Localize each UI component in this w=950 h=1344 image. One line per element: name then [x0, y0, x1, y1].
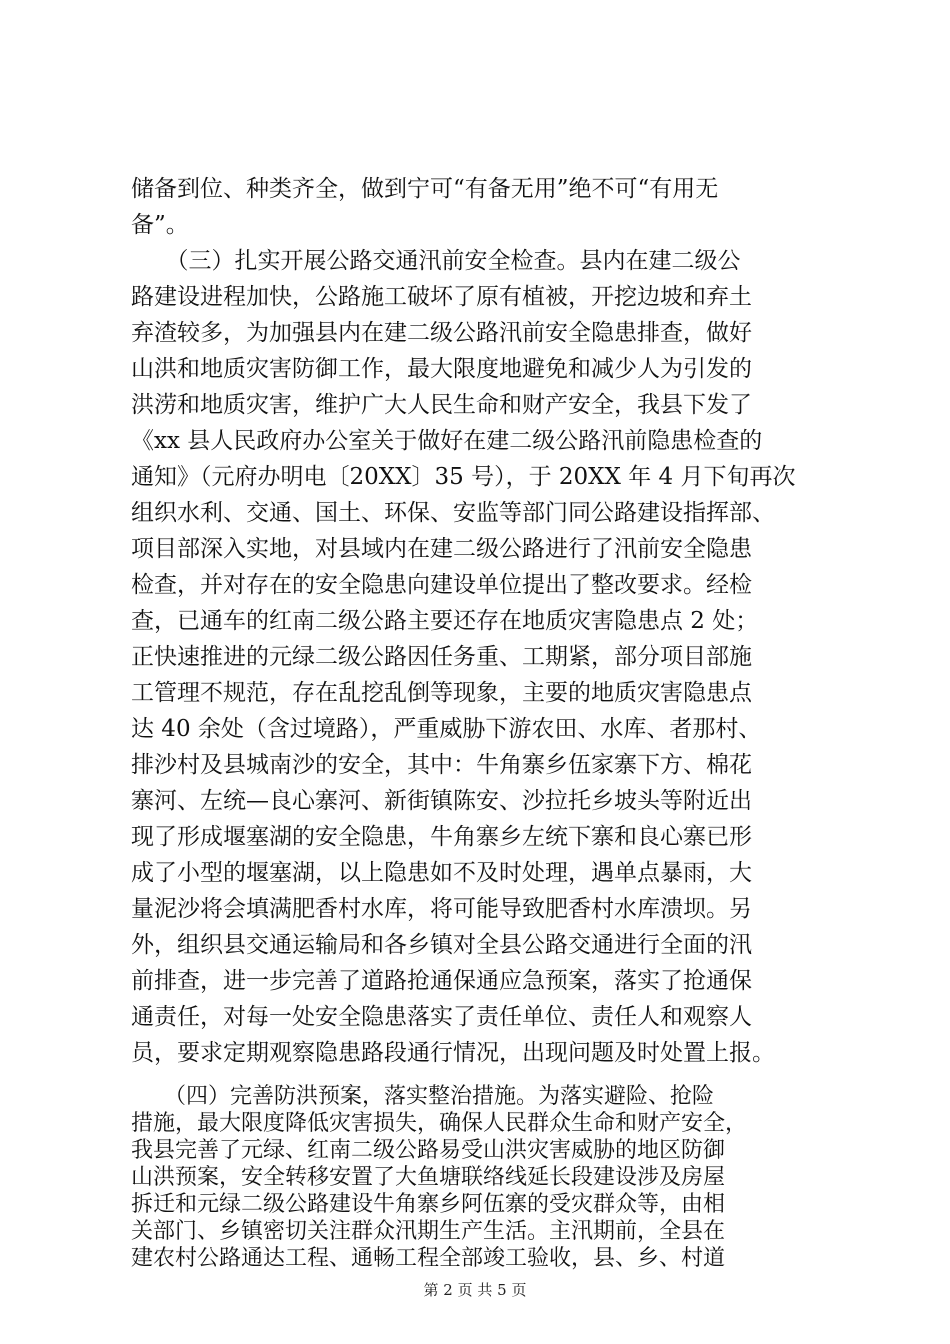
- text-line: 我县完善了元绿、红南二级公路易受山洪灾害威胁的地区防御: [131, 1138, 726, 1163]
- text-line: 寨河、左统—良心寨河、新街镇陈安、沙拉托乡坡头等附近出: [131, 788, 752, 814]
- text-line: 拆迁和元绿二级公路建设牛角寨乡阿伍寨的受灾群众等，由相: [131, 1192, 726, 1217]
- text-line: 项目部深入实地，对县域内在建二级公路进行了汛前安全隐患: [131, 536, 752, 562]
- text-line: 工管理不规范，存在乱挖乱倒等现象，主要的地质灾害隐患点: [131, 680, 752, 706]
- text-line: 外，组织县交通运输局和各乡镇对全县公路交通进行全面的汛: [131, 932, 752, 958]
- text-line: （四）完善防洪预案，落实整治措施。为落实避险、抢险: [131, 1084, 715, 1109]
- text-line: 达 40 余处（含过境路），严重威胁下游农田、水库、者那村、: [131, 716, 762, 742]
- text-line: 建农村公路通达工程、通畅工程全部竣工验收，县、乡、村道: [131, 1246, 726, 1271]
- text-line: 洪涝和地质灾害，维护广大人民生命和财产安全，我县下发了: [131, 392, 752, 418]
- text-line: 量泥沙将会填满肥香村水库，将可能导致肥香村水库溃坝。另: [131, 896, 752, 922]
- text-line: 检查，并对存在的安全隐患向建设单位提出了整改要求。经检: [131, 572, 752, 598]
- text-line: 通知》（元府办明电〔20XX〕35 号），于 20XX 年 4 月下旬再次: [131, 464, 796, 490]
- text-line: 山洪和地质灾害防御工作，最大限度地避免和减少人为引发的: [131, 356, 752, 382]
- text-line: 排沙村及县城南沙的安全，其中：牛角寨乡伍家寨下方、棉花: [131, 752, 752, 778]
- text-line: 现了形成堰塞湖的安全隐患，牛角寨乡左统下寨和良心寨已形: [131, 824, 752, 850]
- text-line: 组织水利、交通、国土、环保、安监等部门同公路建设指挥部、: [131, 500, 775, 526]
- text-line: 《xx 县人民政府办公室关于做好在建二级公路汛前隐患检查的: [131, 428, 763, 454]
- text-line: 通责任，对每一处安全隐患落实了责任单位、责任人和观察人: [131, 1004, 752, 1030]
- text-line: 前排查，进一步完善了道路抢通保通应急预案，落实了抢通保: [131, 968, 752, 994]
- text-line: 查，已通车的红南二级公路主要还存在地质灾害隐患点 2 处；: [131, 608, 759, 634]
- text-line: 路建设进程加快，公路施工破坏了原有植被，开挖边坡和弃土: [131, 284, 752, 310]
- text-line: 山洪预案，安全转移安置了大鱼塘联络线延长段建设涉及房屋: [131, 1165, 726, 1190]
- text-line: 措施，最大限度降低灾害损失，确保人民群众生命和财产安全，: [131, 1111, 748, 1136]
- text-line: 正快速推进的元绿二级公路因任务重、工期紧，部分项目部施: [131, 644, 752, 670]
- text-line: 弃渣较多，为加强县内在建二级公路汛前安全隐患排查，做好: [131, 320, 752, 346]
- text-line: 备”。: [131, 212, 189, 238]
- text-line: （三）扎实开展公路交通汛前安全检查。县内在建二级公: [131, 248, 741, 274]
- page-footer: 第 2 页 共 5 页: [423, 1281, 527, 1299]
- text-line: 成了小型的堰塞湖，以上隐患如不及时处理，遇单点暴雨，大: [131, 860, 752, 886]
- text-line: 员，要求定期观察隐患路段通行情况，出现问题及时处置上报。: [131, 1040, 775, 1066]
- text-line: 储备到位、种类齐全，做到宁可“有备无用”绝不可“有用无: [131, 176, 719, 202]
- text-line: 关部门、乡镇密切关注群众汛期生产生活。主汛期前，全县在: [131, 1219, 726, 1244]
